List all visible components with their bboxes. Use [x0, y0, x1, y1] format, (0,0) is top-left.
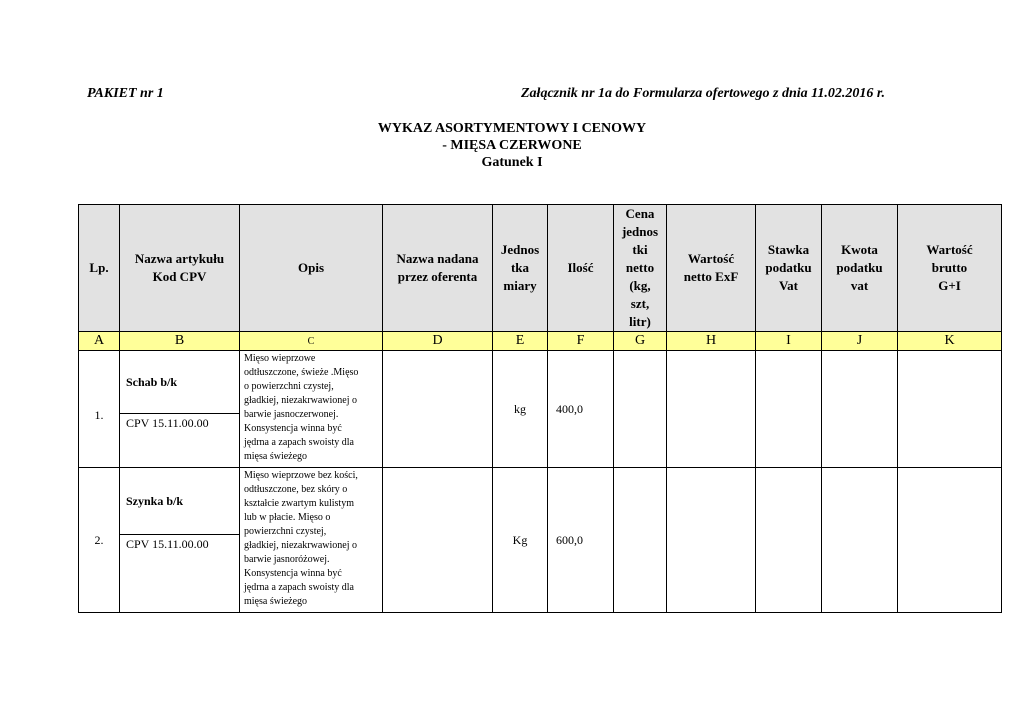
col-header-name: Nazwa artykułu Kod CPV	[120, 205, 240, 332]
row-product-name: Schab b/k	[120, 351, 239, 414]
title-line-2: - MIĘSA CZERWONE	[442, 138, 582, 153]
letter-cell: F	[548, 332, 614, 351]
row-vat-rate[interactable]	[756, 468, 822, 613]
letter-cell: I	[756, 332, 822, 351]
table-row	[79, 468, 1002, 613]
col-header-unit-price: Cena jednos tki netto (kg, szt, litr)	[614, 205, 667, 332]
row-gross-value[interactable]	[898, 468, 1002, 613]
package-label: PAKIET nr 1	[87, 86, 164, 101]
letter-cell: H	[667, 332, 756, 351]
col-header-unit: Jednos tka miary	[493, 205, 548, 332]
row-vat-amount[interactable]	[822, 468, 898, 613]
document-title	[0, 120, 1024, 171]
letter-cell: K	[898, 332, 1002, 351]
title-line-1: WYKAZ ASORTYMENTOWY I CENOWY	[377, 121, 647, 136]
letter-cell: D	[383, 332, 493, 351]
row-cpv-code: CPV 15.11.00.00	[126, 416, 209, 430]
row-offer-name[interactable]	[383, 351, 493, 468]
row-unit: kg	[493, 351, 548, 468]
letter-cell: J	[822, 332, 898, 351]
row-name-cell	[120, 468, 240, 613]
row-vat-amount[interactable]	[822, 351, 898, 468]
letter-cell: E	[493, 332, 548, 351]
col-header-offer-name: Nazwa nadana przez oferenta	[383, 205, 493, 332]
letter-cell: A	[79, 332, 120, 351]
col-header-net-value: Wartość netto ExF	[667, 205, 756, 332]
col-header-vat-rate: Stawka podatku Vat	[756, 205, 822, 332]
col-header-lp: Lp.	[79, 205, 120, 332]
row-gross-value[interactable]	[898, 351, 1002, 468]
row-unit-price[interactable]	[614, 351, 667, 468]
row-unit-price[interactable]	[614, 468, 667, 613]
row-cpv-code: CPV 15.11.00.00	[126, 537, 209, 551]
row-description: Mięso wieprzowe bez kości, odtłuszczone, bez skóry o kształcie zwartym kulistym lub w płacie. Mięso o powierzchni czystej, gładkiej, niezakrwawionej o barwie jasnoróżowej. Konsystencja winna być jędrna a zapach swoisty dla mięsa świeżego	[240, 468, 383, 613]
letter-cell: B	[120, 332, 240, 351]
row-name-cell	[120, 351, 240, 468]
letter-cell: C	[240, 332, 383, 351]
col-header-vat-amount: Kwota podatku vat	[822, 205, 898, 332]
price-list-table	[78, 204, 1002, 613]
title-line-3: Gatunek I	[481, 155, 543, 170]
col-header-qty: Ilość	[548, 205, 614, 332]
row-offer-name[interactable]	[383, 468, 493, 613]
table-row	[79, 351, 1002, 468]
row-quantity: 600,0	[548, 468, 614, 613]
row-net-value[interactable]	[667, 468, 756, 613]
row-quantity: 400,0	[548, 351, 614, 468]
table-header-row	[79, 205, 1002, 332]
row-vat-rate[interactable]	[756, 351, 822, 468]
row-description: Mięso wieprzowe odtłuszczone, świeże .Mięso o powierzchni czystej, gładkiej, niezakrwawionej o barwie jasnoczerwonej. Konsystencja winna być jędrna a zapach swoisty dla mięsa świeżego	[240, 351, 383, 468]
row-net-value[interactable]	[667, 351, 756, 468]
letter-cell: G	[614, 332, 667, 351]
column-letters-row	[79, 332, 1002, 351]
row-lp: 2.	[79, 468, 120, 613]
col-header-desc: Opis	[240, 205, 383, 332]
col-header-gross-value: Wartość brutto G+I	[898, 205, 1002, 332]
row-lp: 1.	[79, 351, 120, 468]
row-product-name: Szynka b/k	[120, 468, 239, 535]
attachment-label: Załącznik nr 1a do Formularza ofertowego z dnia 11.02.2016 r.	[521, 86, 886, 101]
row-unit: Kg	[493, 468, 548, 613]
